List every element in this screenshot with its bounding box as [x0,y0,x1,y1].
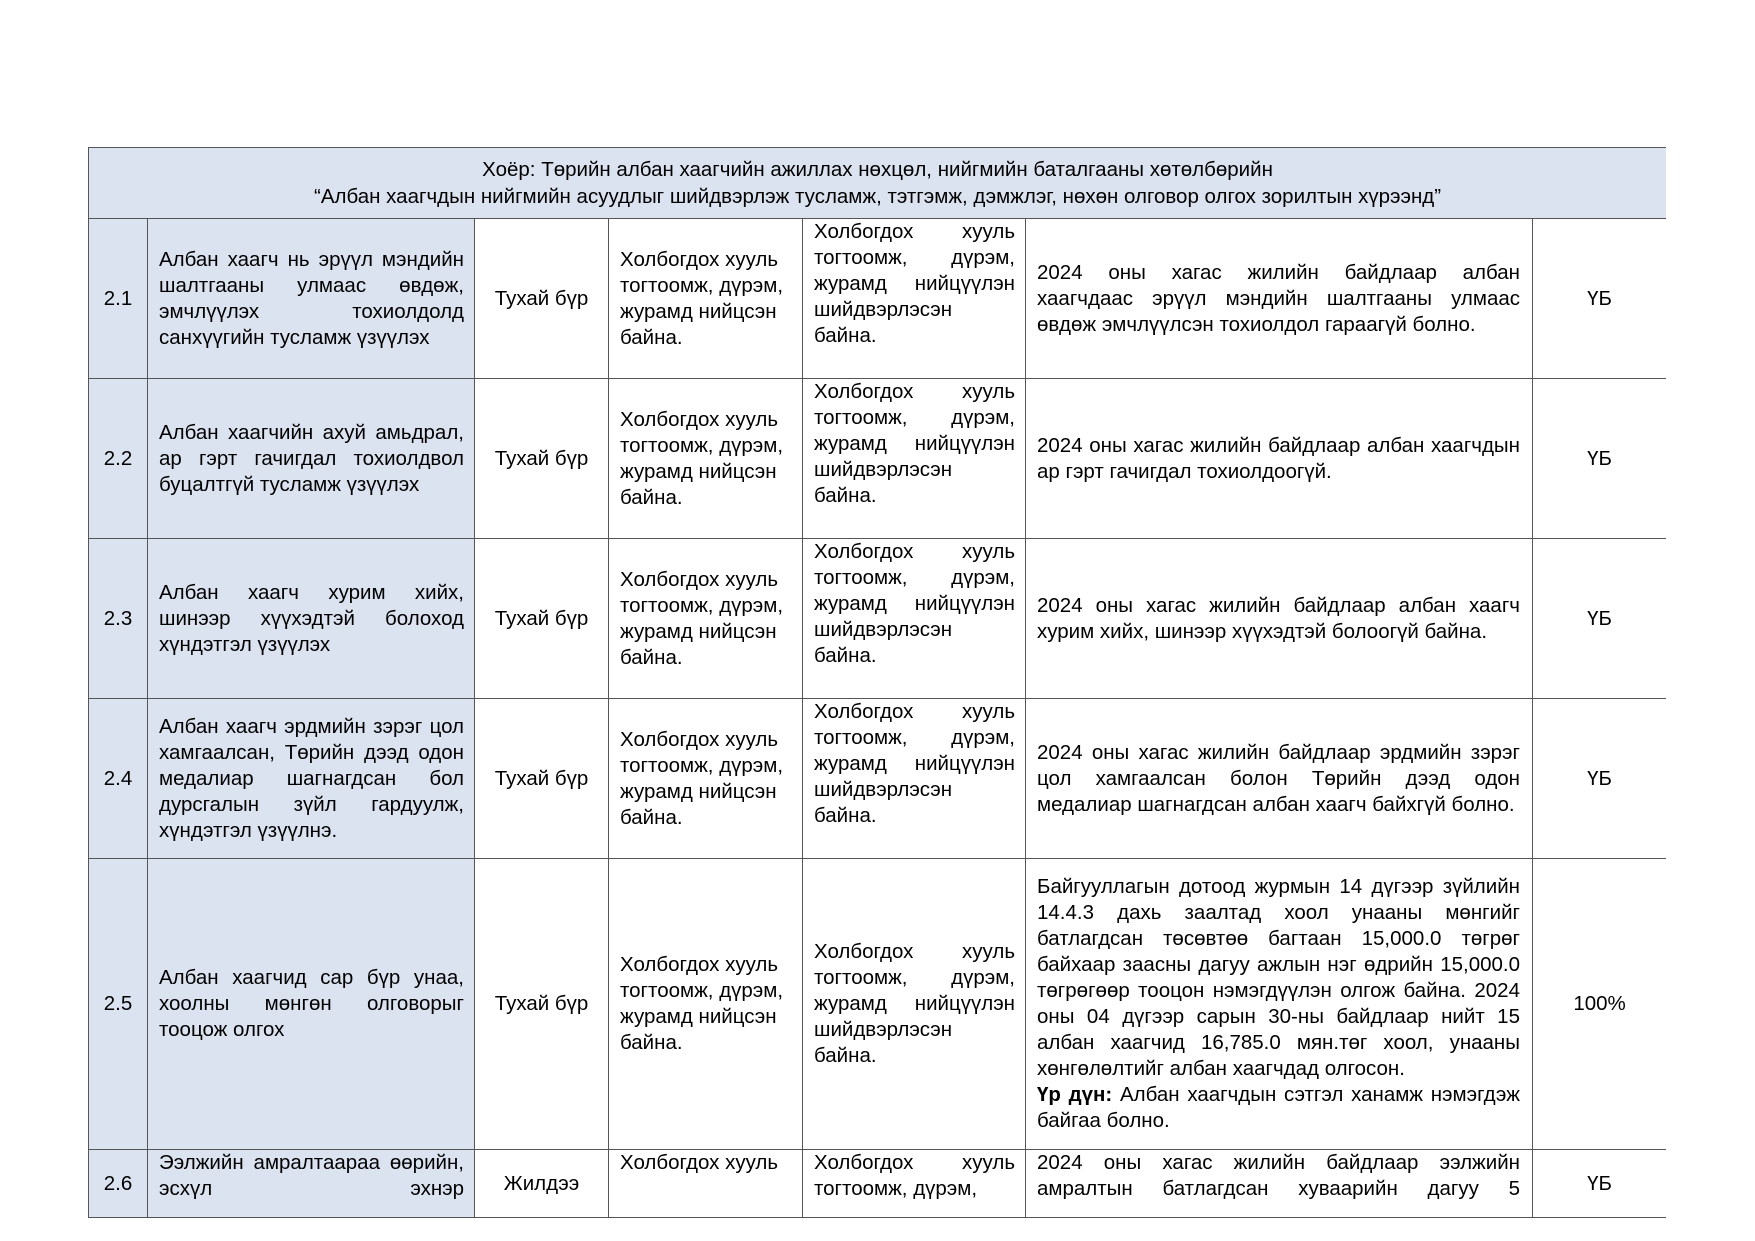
frequency-cell: Тухай бүр [475,699,609,859]
criteria-cell: Холбогдох хууль тогтоомж, дүрэм, журамд нийцсэн байна. [609,699,803,859]
performance-cell: ҮБ [1533,699,1667,859]
result-cell: 2024 оны хагас жилийн байдлаар ээлжийн амралтын батлагдсан хуваарийн дагуу 5 [1026,1150,1533,1218]
frequency-cell: Жилдээ [475,1150,609,1218]
table-row [89,219,1667,379]
row-number: 2.4 [89,699,148,859]
criteria-cell: Холбогдох хууль тогтоомж, дүрэм, журамд нийцсэн байна. [609,539,803,699]
criteria-cell: Холбогдох хууль тогтоомж, дүрэм, журамд нийцсэн байна. [609,379,803,539]
indicator-cell: Холбогдох хууль тогтоомж, дүрэм, журамд нийцүүлэн шийдвэрлэсэн байна. [803,699,1026,859]
indicator-cell: Холбогдох хууль тогтоомж, дүрэм, журамд нийцүүлэн шийдвэрлэсэн байна. [803,539,1026,699]
table-row [89,379,1667,539]
section-title-line1: Хоёр: Төрийн албан хаагчийн ажиллах нөхцөл, нийгмийн баталгааны хөтөлбөрийн [482,158,1273,181]
row-number: 2.2 [89,379,148,539]
row-number: 2.6 [89,1150,148,1218]
table-row [89,539,1667,699]
table-row [89,859,1667,1150]
activity-cell: Албан хаагч нь эрүүл мэндийн шалтгааны улмаас өвдөж, эмчлүүлэх тохиолдолд санхүүгийн тусламж үзүүлэх [148,219,475,379]
table-row [89,1150,1667,1218]
frequency-cell: Тухай бүр [475,219,609,379]
indicator-cell: Холбогдох хууль тогтоомж, дүрэм, [803,1150,1026,1218]
row-number: 2.3 [89,539,148,699]
section-header [89,148,1667,219]
result-outcome-text: Албан хаагчдын сэтгэл ханамж нэмэгдэж байгаа болно. [1037,1083,1520,1132]
activity-cell: Албан хаагч хурим хийх, шинээр хүүхэдтэй болоход хүндэтгэл үзүүлэх [148,539,475,699]
performance-cell: ҮБ [1533,379,1667,539]
result-cell: 2024 оны хагас жилийн байдлаар эрдмийн зэрэг цол хамгаалсан болон Төрийн дээд одон медалиар шагнагдсан албан хаагч байхгүй болно. [1026,699,1533,859]
result-cell: 2024 оны хагас жилийн байдлаар албан хаагчдаас эрүүл мэндийн шалтгааны улмаас өвдөж эмчлүүлсэн тохиолдол гараагүй болно. [1026,219,1533,379]
result-outcome-label: Үр дүн: [1037,1083,1113,1106]
table-row [89,699,1667,859]
result-cell [1026,859,1533,1150]
result-text: Байгууллагын дотоод журмын 14 дүгээр зүйлийн 14.4.3 дахь заалтад хоол унааны мөнгийг батлагдсан төсөвтөө багтаан 15,000.0 төгрөг байхаар заасны дагуу ажлын нэг өдрийн 15,000.0 төгрөгөөр тооцон нэмэгдүүлэн олгож байна. 2024 оны 04 дүгээр сарын 30-ны байдлаар нийт 15 албан хаагчид 16,785.0 мян.төг хоол, унааны хөнгөлөлтийг албан хаагчдад олгосон. [1037,875,1520,1080]
performance-cell: ҮБ [1533,219,1667,379]
performance-cell: ҮБ [1533,539,1667,699]
section-title-line2: “Албан хаагчдын нийгмийн асуудлыг шийдвэрлэж тусламж, тэтгэмж, дэмжлэг, нөхөн олговор олгох зорилтын хүрээнд” [314,185,1442,208]
plan-table-container [88,147,1666,1220]
result-cell: 2024 оны хагас жилийн байдлаар албан хаагчдын ар гэрт гачигдал тохиолдоогүй. [1026,379,1533,539]
activity-cell: Албан хаагч эрдмийн зэрэг цол хамгаалсан, Төрийн дээд одон медалиар шагнагдсан бол дурсгалын зүйл гардуулж, хүндэтгэл үзүүлнэ. [148,699,475,859]
activity-cell: Ээлжийн амралтаараа өөрийн, эсхүл эхнэр [148,1150,475,1218]
criteria-cell: Холбогдох хууль тогтоомж, дүрэм, журамд нийцсэн байна. [609,859,803,1150]
criteria-cell: Холбогдох хууль [609,1150,803,1218]
activity-cell: Албан хаагчид сар бүр унаа, хоолны мөнгөн олговорыг тооцож олгох [148,859,475,1150]
frequency-cell: Тухай бүр [475,859,609,1150]
activity-cell: Албан хаагчийн ахуй амьдрал, ар гэрт гачигдал тохиолдвол буцалтгүй тусламж үзүүлэх [148,379,475,539]
row-number: 2.1 [89,219,148,379]
indicator-cell: Холбогдох хууль тогтоомж, дүрэм, журамд нийцүүлэн шийдвэрлэсэн байна. [803,219,1026,379]
frequency-cell: Тухай бүр [475,539,609,699]
frequency-cell: Тухай бүр [475,379,609,539]
performance-cell: ҮБ [1533,1150,1667,1218]
criteria-cell: Холбогдох хууль тогтоомж, дүрэм, журамд нийцсэн байна. [609,219,803,379]
plan-report-table [88,147,1666,1218]
indicator-cell: Холбогдох хууль тогтоомж, дүрэм, журамд нийцүүлэн шийдвэрлэсэн байна. [803,859,1026,1150]
section-header-row [89,148,1667,219]
row-number: 2.5 [89,859,148,1150]
indicator-cell: Холбогдох хууль тогтоомж, дүрэм, журамд нийцүүлэн шийдвэрлэсэн байна. [803,379,1026,539]
performance-cell: 100% [1533,859,1667,1150]
result-cell: 2024 оны хагас жилийн байдлаар албан хаагч хурим хийх, шинээр хүүхэдтэй болоогүй байна. [1026,539,1533,699]
